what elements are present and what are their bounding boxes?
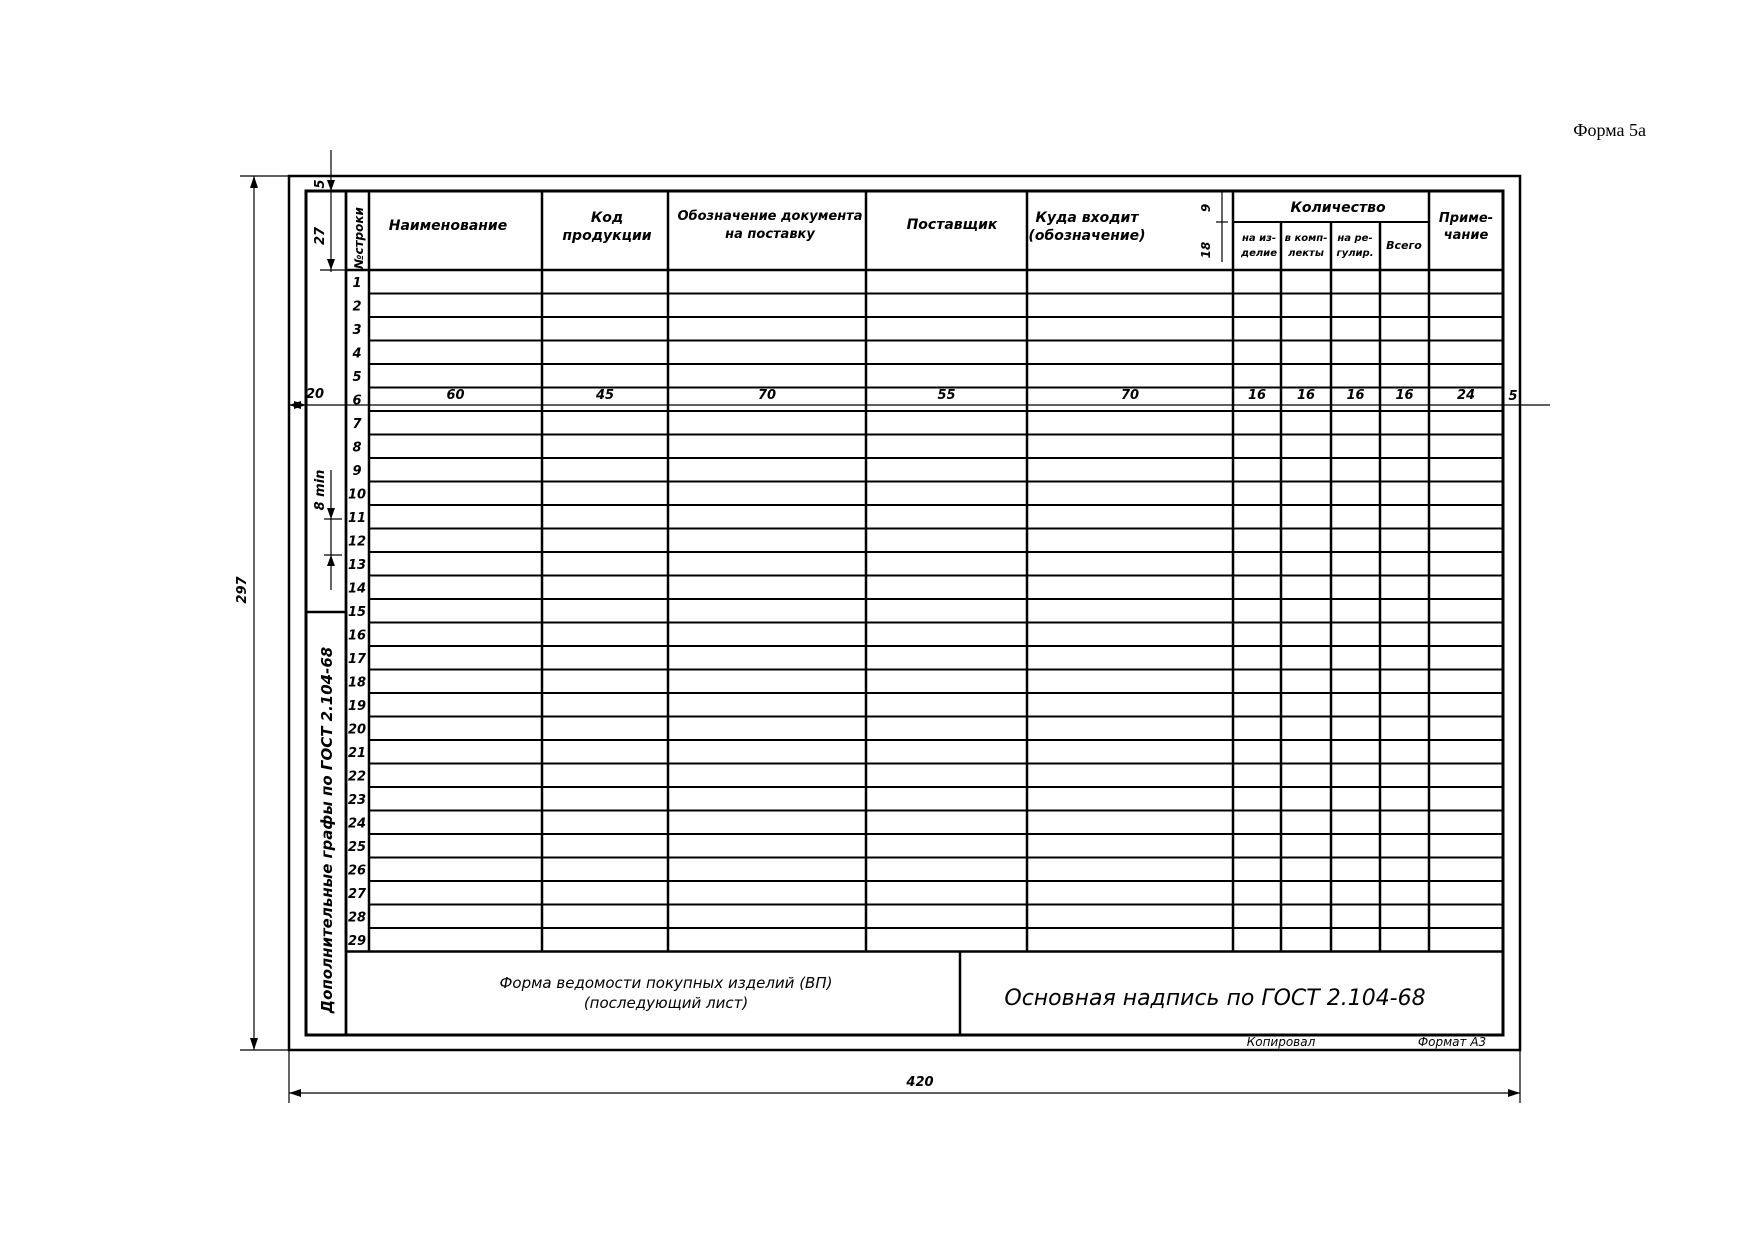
row-number: 20: [347, 722, 367, 738]
dim-sheet-height: 297: [235, 576, 250, 604]
row-number: 7: [352, 417, 362, 432]
header-code-line2: продукции: [562, 228, 652, 244]
header-supplier: Поставщик: [906, 217, 998, 233]
dim-h18: 18: [1199, 241, 1213, 259]
header-q1-line1: на из-: [1241, 233, 1277, 244]
row-number: 29: [347, 934, 367, 949]
row-number: 1: [352, 276, 362, 291]
row-number: 18: [347, 675, 367, 691]
column-width-label: 45: [595, 388, 615, 403]
dim-row-min: 8 min: [313, 469, 328, 511]
row-number: 24: [347, 816, 367, 832]
dimension-arrows: [250, 176, 1520, 1097]
row-number: 13: [347, 558, 367, 573]
row-number: 19: [347, 699, 367, 714]
row-number: 12: [347, 534, 367, 550]
column-width-label: 70: [1120, 388, 1140, 403]
row-number: 3: [352, 323, 362, 338]
header-name: Наименование: [388, 218, 508, 234]
row-number: 26: [347, 863, 367, 879]
header-q4: Всего: [1386, 239, 1422, 252]
row-number-column: [348, 276, 367, 949]
header-doc-line2: на поставку: [725, 227, 815, 242]
header-q3-line1: на ре-: [1337, 233, 1373, 244]
row-number: 9: [352, 464, 362, 479]
header-q2-line1: в комп-: [1284, 233, 1328, 244]
row-number: 14: [347, 581, 367, 597]
row-number: 25: [347, 840, 367, 855]
header-code-line1: Код: [590, 210, 624, 226]
row-number: 8: [352, 440, 362, 456]
row-number: 15: [347, 605, 367, 620]
column-width-label: 60: [446, 388, 465, 403]
table-grid: [346, 191, 1503, 1035]
column-width-dimensions: [446, 388, 1475, 403]
row-number: 17: [347, 652, 367, 667]
header-doc-line1: Обозначение документа: [677, 209, 863, 224]
row-number: 6: [352, 393, 362, 409]
column-width-label: 16: [1395, 388, 1414, 403]
header-q2-line2: лекты: [1288, 248, 1324, 259]
header-note-line2: чание: [1443, 228, 1489, 243]
dim-header-height: 27: [313, 226, 328, 246]
header-where-line2: (обозначение): [1028, 228, 1146, 244]
header-row-no: №строки: [352, 207, 366, 269]
dim-left-margin: 20: [305, 387, 325, 402]
dim-h9: 9: [1199, 203, 1213, 213]
column-width-label: 16: [1346, 388, 1365, 403]
bottom-right-label: Формат А3: [1417, 1035, 1487, 1049]
row-number: 23: [347, 793, 367, 808]
dim-sheet-width: 420: [906, 1075, 934, 1090]
outer-border: [289, 176, 1520, 1050]
footer-left-line2: (последующий лист): [583, 994, 749, 1012]
column-width-label: 16: [1296, 388, 1316, 403]
footer-left-line1: Форма ведомости покупных изделий (ВП): [499, 974, 833, 992]
header-q1-line2: делие: [1241, 248, 1277, 259]
table-header: [352, 200, 1493, 270]
row-number: 5: [352, 370, 362, 385]
header-where-line1: Куда входит: [1035, 210, 1139, 226]
dim-top-margin: 5: [313, 179, 328, 189]
column-width-label: 55: [937, 388, 956, 403]
row-number: 11: [347, 511, 367, 526]
row-number: 4: [352, 346, 362, 362]
column-width-label: 24: [1456, 388, 1476, 403]
title-block: [500, 974, 1426, 1012]
header-q3-line2: гулир.: [1336, 248, 1374, 259]
dim-right-margin: 5: [1508, 389, 1518, 404]
row-number: 2: [352, 299, 362, 315]
row-number: 22: [347, 769, 367, 785]
row-number: 10: [347, 487, 367, 503]
row-number: 27: [347, 887, 367, 902]
footer-right: Основная надпись по ГОСТ 2.104-68: [1004, 986, 1426, 1011]
form-label: Форма 5а: [1573, 120, 1646, 140]
side-label: Дополнительные графы по ГОСТ 2.104-68: [318, 646, 336, 1014]
row-number: 21: [347, 746, 367, 761]
row-number: 28: [347, 910, 367, 926]
header-note-line1: Приме-: [1438, 211, 1494, 226]
bottom-left-label: Копировал: [1246, 1035, 1316, 1049]
column-width-label: 70: [757, 388, 777, 403]
row-number: 16: [347, 628, 367, 644]
header-quantity: Количество: [1290, 200, 1386, 216]
column-width-label: 16: [1247, 388, 1267, 403]
